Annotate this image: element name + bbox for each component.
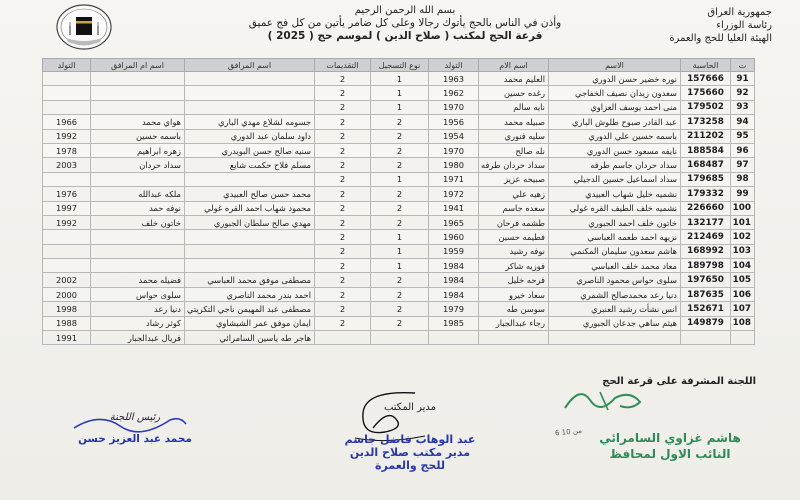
table-cell [91,72,185,86]
office-manager-role: مدير المكتب [383,402,437,413]
table-cell: سوسن طه [479,302,549,316]
table-cell: 1959 [429,244,479,258]
table-cell: 187635 [681,287,731,301]
table-cell: 97 [731,158,755,172]
table-cell: هاجر طه ياسين السامرائي [185,331,315,345]
table-cell [91,100,185,114]
table-cell: 1 [371,259,429,273]
table-cell: 1970 [429,100,479,114]
table-cell: هيثم ساهي جدعان الجبوري [549,316,681,330]
title-suffix: ) [267,30,273,42]
table-cell: خاتون خلف احمد الجبوري [549,215,681,229]
table-cell: 2 [371,129,429,143]
column-header: اسم ام المرافق [91,59,185,72]
table-cell: سداد حردان جاسم طرفه [549,158,681,172]
table-cell: مهدي صالح سلطان الجبوري [185,215,315,229]
ministry-name: رئاسة الوزراء [716,20,772,31]
table-cell: 103 [731,244,755,258]
table-cell: 168487 [681,158,731,172]
table-cell [91,244,185,258]
table-cell: نشميه خليل شهاب العبيدي [549,187,681,201]
table-row [43,100,755,114]
table-cell: 102 [731,230,755,244]
table-cell [185,72,315,86]
table-cell: سليه فنوري [479,129,549,143]
table-cell [185,230,315,244]
title-prefix: قرعة الحج لمكتب ( صلاح الدين ) لموسم حج ( [309,30,543,42]
table-header-row [43,59,755,72]
table-cell: 1976 [43,187,91,201]
table-row [43,215,755,229]
table-cell: 2 [315,72,371,86]
document-title [210,30,600,43]
table-cell: سعدون زيدان نصيف الخفاجي [549,86,681,100]
table-cell: سعاد خيرو [479,287,549,301]
table-cell: منى احمد يوسف العزاوي [549,100,681,114]
table-cell [91,259,185,273]
title-year: 2025 [276,30,306,42]
office-manager-title-2: للحج والعمرة [375,459,445,472]
table-cell: انس نشأت رشيد العنبري [549,302,681,316]
table-cell: فرحه خليل [479,273,549,287]
table-cell: صبيله محمد [479,115,549,129]
table-cell: باسمه حسين علي الدوري [549,129,681,143]
office-manager-signature [300,402,520,472]
committee-head-signature [60,412,210,445]
kaaba-emblem-icon [56,4,112,50]
committee-head-role: رئيس اللجنة [109,412,161,423]
table-cell: سلوى حواس محمود الناصري [549,273,681,287]
table-cell: 1991 [43,331,91,345]
table-cell: سداد حردان [91,158,185,172]
table-cell [185,244,315,258]
table-cell: 2 [315,230,371,244]
table-cell [315,331,371,345]
table-cell [371,331,429,345]
table-row [43,273,755,287]
table-cell: محمود شهاب احمد القره غولي [185,201,315,215]
committee-head-name: محمد عبد العزيز حسن [78,433,192,445]
table-cell: 2002 [43,273,91,287]
table-cell: جسومه لشلاع مهدي الباري [185,115,315,129]
table-row [43,302,755,316]
table-cell: 1 [371,230,429,244]
table-cell: معاد محمد خلف العباسي [549,259,681,273]
table-cell: 2 [315,244,371,258]
table-cell: 2 [315,215,371,229]
table-cell [549,331,681,345]
table-cell: 212469 [681,230,731,244]
table-cell: 1965 [429,215,479,229]
table-cell: مصطفى موفق محمد العباسي [185,273,315,287]
table-cell: 91 [731,72,755,86]
column-header: ت [731,59,755,72]
table-row [43,259,755,273]
column-header: التقديمات [315,59,371,72]
table-cell: 94 [731,115,755,129]
table-cell: 1988 [43,316,91,330]
table-cell: 1985 [429,316,479,330]
table-cell: نوفه رشيد [479,244,549,258]
table-cell: 1941 [429,201,479,215]
column-header: الاسم [549,59,681,72]
table-cell [43,244,91,258]
green-signature-icon [560,380,660,420]
table-cell: 1984 [429,287,479,301]
table-cell: ملكه عبدالله [91,187,185,201]
table-cell: نشميه خلف الطيف القره غولي [549,201,681,215]
table-cell: 104 [731,259,755,273]
column-header: اسم الام [479,59,549,72]
table-cell: 1979 [429,302,479,316]
table-row [43,230,755,244]
table-cell: سداد حردان طرفه [479,158,549,172]
table-cell: 2 [371,158,429,172]
table-cell: نزيهه احمد طعمه العباسي [549,230,681,244]
deputy-governor-name: هاشم غزاوي السامرائي [599,431,741,445]
table-cell: هاشم سعدون سليمان المكنمي [549,244,681,258]
table-cell [681,331,731,345]
table-cell: 95 [731,129,755,143]
table-cell: محمد حسن صالح العبيدي [185,187,315,201]
table-cell: 2 [315,143,371,157]
office-manager-title: مدير مكتب صلاح الدين [349,446,471,459]
table-cell [91,86,185,100]
table-cell: فضيله محمد [91,273,185,287]
table-row [43,172,755,186]
table-cell: سلوى حواس [91,287,185,301]
table-cell: 2 [371,273,429,287]
table-cell: عبد القادر صبوح طلوش الباري [549,115,681,129]
table-cell [731,331,755,345]
table-cell [91,230,185,244]
table-cell: 96 [731,143,755,157]
table-cell [429,331,479,345]
table-row [43,287,755,301]
table-cell [185,259,315,273]
table-cell: 1 [371,172,429,186]
table-cell: 1997 [43,201,91,215]
deputy-governor-signature [585,430,755,462]
table-cell: 149879 [681,316,731,330]
table-cell: 1980 [429,158,479,172]
handwritten-date-note: 6 من 10 [554,426,583,438]
table-cell: 1966 [43,115,91,129]
table-cell: صبيحه عزيز [479,172,549,186]
quran-verse: وأذن في الناس بالحج يأتوك رجالا وعلى كل ضامر يأتين من كل فج عميق [248,17,562,29]
pilgrims-table [42,58,755,345]
table-cell: ايمان موفق عمر الشيشاوي [185,316,315,330]
table-cell [43,86,91,100]
table-cell: 1 [371,100,429,114]
table-row [43,86,755,100]
table-cell: رغده حسين [479,86,549,100]
table-cell: دنيا رعد [91,302,185,316]
table-cell: 2 [371,143,429,157]
table-cell: 188584 [681,143,731,157]
table-cell: داود سلمان عبد الدوري [185,129,315,143]
table-cell: 1978 [43,143,91,157]
table-cell: نله صالح [479,143,549,157]
table-cell: 1992 [43,215,91,229]
table-cell: رجاء عبدالجبار [479,316,549,330]
table-cell: 2 [371,215,429,229]
table-cell: 2 [315,302,371,316]
table-cell: 1963 [429,72,479,86]
issuer-block [602,6,772,45]
table-cell: 2 [315,86,371,100]
table-cell: 2 [371,115,429,129]
column-header: التولد [429,59,479,72]
table-cell: 1970 [429,143,479,157]
table-row [43,244,755,258]
table-cell: 2000 [43,287,91,301]
table-cell: مسلم فلاح حكمت شايع [185,158,315,172]
table-row [43,158,755,172]
table-cell: باسمه حسين [91,129,185,143]
table-cell: 132177 [681,215,731,229]
table-cell: نوره خضير حسن الدوري [549,72,681,86]
table-cell: العليم محمد [479,72,549,86]
table-cell: 2 [315,158,371,172]
table-cell: 2 [315,259,371,273]
table-cell: 2 [315,115,371,129]
table-cell: فطيمه حسين [479,230,549,244]
table-cell: 1962 [429,86,479,100]
table-cell [479,331,549,345]
table-cell: 152671 [681,302,731,316]
table-cell: 2 [315,129,371,143]
table-cell: نايفه مسعود حسن الدوري [549,143,681,157]
table-cell: 2 [371,316,429,330]
table-cell: 2 [315,201,371,215]
table-cell: 1 [371,244,429,258]
table-cell: كوثر رشاد [91,316,185,330]
table-cell: 1998 [43,302,91,316]
table-cell: 2 [315,273,371,287]
table-cell: 2 [315,187,371,201]
table-row [43,143,755,157]
table-cell: نايه سالم [479,100,549,114]
header-center [210,4,600,43]
table-cell: 1954 [429,129,479,143]
table-cell: 1 [371,86,429,100]
table-cell: 1960 [429,230,479,244]
table-cell: فريال عبدالجبار [91,331,185,345]
table-cell: 92 [731,86,755,100]
table-row [43,187,755,201]
table-cell: طشمه فرحان [479,215,549,229]
table-cell: 2 [315,100,371,114]
table-cell: نوفه حمد [91,201,185,215]
table-cell: سنيه صالح حسن البويدري [185,143,315,157]
table-cell: 101 [731,215,755,229]
basmala: بسم الله الرحمن الرحيم [354,5,456,16]
country-name: جمهورية العراق [707,7,772,18]
table-row [43,129,755,143]
table-cell: سعده جاسم [479,201,549,215]
table-cell: 179685 [681,172,731,186]
table-cell: 173258 [681,115,731,129]
table-cell: 2 [315,287,371,301]
table-row [43,115,755,129]
table-cell: 99 [731,187,755,201]
table-row [43,331,755,345]
table-row [43,201,755,215]
table-cell [91,172,185,186]
table-cell: 100 [731,201,755,215]
table-cell: 179502 [681,100,731,114]
table-cell: 2003 [43,158,91,172]
table-cell: 2 [315,172,371,186]
table-cell: 226660 [681,201,731,215]
table-cell: 107 [731,302,755,316]
table-cell: 105 [731,273,755,287]
table-cell: 106 [731,287,755,301]
table-cell: خاتون خلف [91,215,185,229]
table-cell: دنيا رعد محمدصالح الشمري [549,287,681,301]
committee-label: اللجنة المشرفة على قرعة الحج [602,376,756,387]
table-cell: 93 [731,100,755,114]
table-cell: 2 [371,201,429,215]
table-cell: فوزيه شاكر [479,259,549,273]
table-cell: مصطفى عبد المهيمن ناجي التكريتي [185,302,315,316]
table-cell: 2 [371,302,429,316]
table-cell [43,259,91,273]
table-cell: 168992 [681,244,731,258]
table-cell: 1984 [429,259,479,273]
table-cell [43,100,91,114]
table-cell: زهيه علي [479,187,549,201]
table-cell: 98 [731,172,755,186]
table-cell: 2 [371,187,429,201]
table-cell: 179332 [681,187,731,201]
table-row [43,72,755,86]
table-cell [185,172,315,186]
column-header: نوع التسجيل [371,59,429,72]
table-cell: 1984 [429,273,479,287]
table-cell: 1972 [429,187,479,201]
table-cell [185,100,315,114]
table-cell: 189798 [681,259,731,273]
table-cell: هواي محمد [91,115,185,129]
office-manager-name: عبد الوهاب فاضل جاسم [344,433,476,446]
table-cell [43,72,91,86]
table-cell: احمد بندر محمد الناصري [185,287,315,301]
table-row [43,316,755,330]
column-header: الحاسبة [681,59,731,72]
table-cell: 1992 [43,129,91,143]
table-cell: 1 [371,72,429,86]
table-cell [43,172,91,186]
table-cell: 197650 [681,273,731,287]
column-header: التولد [43,59,91,72]
table-cell: 108 [731,316,755,330]
table-cell [185,86,315,100]
table-cell: 1956 [429,115,479,129]
table-cell: 157666 [681,72,731,86]
deputy-governor-title: النائب الاول لمحافظ [609,447,731,461]
authority-name: الهيئة العليا للحج والعمرة [669,33,772,44]
table-cell: 2 [371,287,429,301]
table-cell: 211202 [681,129,731,143]
table-cell: زهره ابراهيم [91,143,185,157]
table-cell: 1971 [429,172,479,186]
table-cell [43,230,91,244]
table-cell: سداد اسماعيل حسين الدجيلي [549,172,681,186]
table-cell: 175660 [681,86,731,100]
column-header: اسم المرافق [185,59,315,72]
table-cell: 2 [315,316,371,330]
